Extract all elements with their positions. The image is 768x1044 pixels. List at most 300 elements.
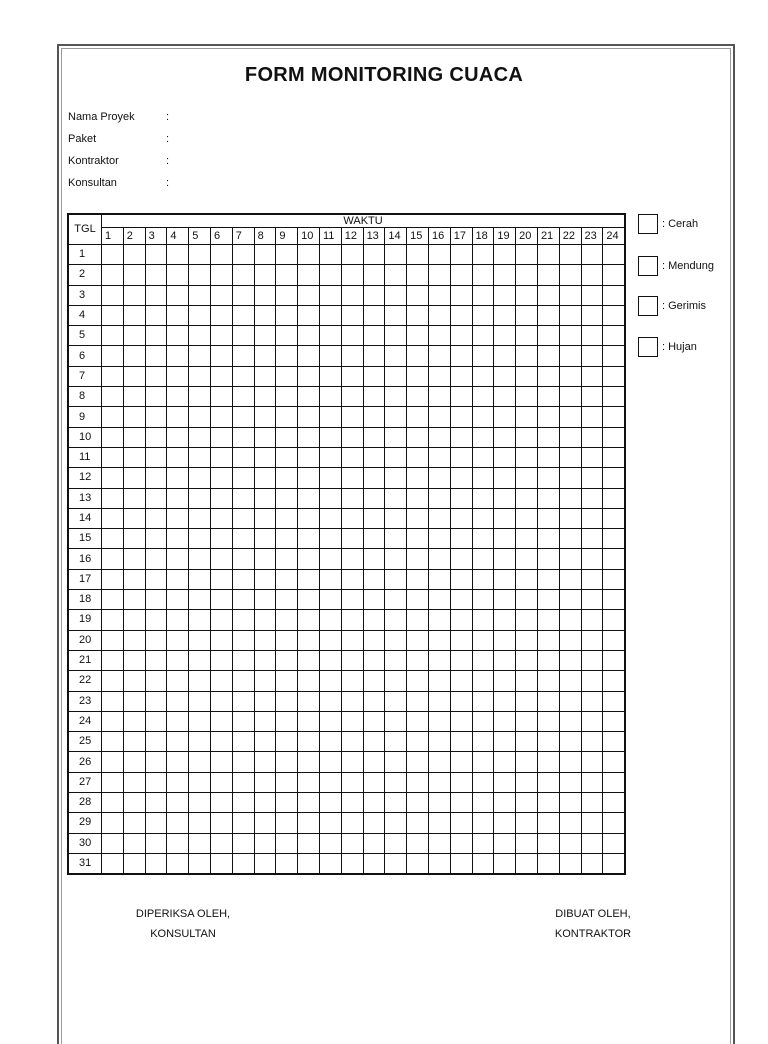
weather-cell[interactable] [298,326,320,346]
weather-cell[interactable] [319,610,341,630]
weather-cell[interactable] [363,833,385,853]
weather-cell[interactable] [276,366,298,386]
weather-cell[interactable] [254,732,276,752]
weather-cell[interactable] [102,508,124,528]
weather-cell[interactable] [102,752,124,772]
weather-cell[interactable] [232,508,254,528]
weather-cell[interactable] [472,407,494,427]
weather-cell[interactable] [319,305,341,325]
weather-cell[interactable] [123,752,145,772]
weather-cell[interactable] [189,752,211,772]
weather-cell[interactable] [319,772,341,792]
weather-cell[interactable] [472,630,494,650]
weather-cell[interactable] [145,407,167,427]
weather-cell[interactable] [472,549,494,569]
weather-cell[interactable] [450,468,472,488]
weather-cell[interactable] [319,833,341,853]
weather-cell[interactable] [385,813,407,833]
weather-cell[interactable] [145,711,167,731]
weather-cell[interactable] [254,447,276,467]
weather-cell[interactable] [276,529,298,549]
weather-cell[interactable] [450,691,472,711]
weather-cell[interactable] [537,549,559,569]
weather-cell[interactable] [145,468,167,488]
weather-cell[interactable] [472,610,494,630]
weather-cell[interactable] [210,468,232,488]
weather-cell[interactable] [341,833,363,853]
weather-cell[interactable] [123,732,145,752]
weather-cell[interactable] [341,407,363,427]
weather-cell[interactable] [298,366,320,386]
weather-cell[interactable] [254,407,276,427]
weather-cell[interactable] [123,508,145,528]
weather-cell[interactable] [167,711,189,731]
weather-cell[interactable] [145,732,167,752]
weather-cell[interactable] [319,265,341,285]
weather-cell[interactable] [210,407,232,427]
weather-cell[interactable] [537,285,559,305]
weather-cell[interactable] [319,793,341,813]
weather-cell[interactable] [537,529,559,549]
weather-cell[interactable] [341,691,363,711]
weather-cell[interactable] [581,326,603,346]
weather-cell[interactable] [516,752,538,772]
weather-cell[interactable] [537,732,559,752]
weather-cell[interactable] [537,407,559,427]
weather-cell[interactable] [232,711,254,731]
weather-cell[interactable] [319,285,341,305]
weather-cell[interactable] [537,245,559,265]
weather-cell[interactable] [341,853,363,874]
weather-cell[interactable] [559,427,581,447]
weather-cell[interactable] [167,447,189,467]
weather-cell[interactable] [472,691,494,711]
weather-cell[interactable] [276,326,298,346]
weather-cell[interactable] [145,813,167,833]
weather-cell[interactable] [341,488,363,508]
weather-cell[interactable] [298,610,320,630]
weather-cell[interactable] [385,610,407,630]
weather-cell[interactable] [581,772,603,792]
weather-cell[interactable] [210,508,232,528]
weather-cell[interactable] [603,447,625,467]
weather-cell[interactable] [472,529,494,549]
weather-cell[interactable] [102,650,124,670]
weather-cell[interactable] [254,772,276,792]
weather-cell[interactable] [189,630,211,650]
weather-cell[interactable] [276,610,298,630]
weather-cell[interactable] [210,427,232,447]
weather-cell[interactable] [428,285,450,305]
weather-cell[interactable] [189,833,211,853]
weather-cell[interactable] [363,427,385,447]
weather-cell[interactable] [428,265,450,285]
weather-cell[interactable] [516,407,538,427]
weather-cell[interactable] [232,285,254,305]
weather-cell[interactable] [581,488,603,508]
weather-cell[interactable] [494,407,516,427]
weather-cell[interactable] [189,447,211,467]
weather-cell[interactable] [341,610,363,630]
weather-cell[interactable] [167,853,189,874]
weather-cell[interactable] [494,630,516,650]
weather-cell[interactable] [232,265,254,285]
weather-cell[interactable] [102,245,124,265]
weather-cell[interactable] [341,711,363,731]
weather-cell[interactable] [407,447,429,467]
weather-cell[interactable] [407,853,429,874]
weather-cell[interactable] [428,610,450,630]
weather-cell[interactable] [603,569,625,589]
weather-cell[interactable] [102,772,124,792]
weather-cell[interactable] [516,569,538,589]
weather-cell[interactable] [167,326,189,346]
weather-cell[interactable] [450,711,472,731]
weather-cell[interactable] [363,326,385,346]
weather-cell[interactable] [189,427,211,447]
weather-cell[interactable] [385,305,407,325]
weather-cell[interactable] [428,427,450,447]
weather-cell[interactable] [472,285,494,305]
weather-cell[interactable] [341,671,363,691]
weather-cell[interactable] [276,752,298,772]
weather-cell[interactable] [145,305,167,325]
weather-cell[interactable] [276,427,298,447]
weather-cell[interactable] [189,305,211,325]
weather-cell[interactable] [298,285,320,305]
weather-cell[interactable] [145,326,167,346]
weather-cell[interactable] [363,387,385,407]
weather-cell[interactable] [123,447,145,467]
weather-cell[interactable] [516,387,538,407]
weather-cell[interactable] [494,610,516,630]
weather-cell[interactable] [123,326,145,346]
weather-cell[interactable] [537,387,559,407]
weather-cell[interactable] [123,650,145,670]
weather-cell[interactable] [450,508,472,528]
weather-cell[interactable] [559,671,581,691]
weather-cell[interactable] [276,732,298,752]
weather-cell[interactable] [167,488,189,508]
weather-cell[interactable] [298,468,320,488]
weather-cell[interactable] [363,711,385,731]
weather-cell[interactable] [363,265,385,285]
weather-cell[interactable] [254,305,276,325]
weather-cell[interactable] [298,549,320,569]
weather-cell[interactable] [167,569,189,589]
weather-cell[interactable] [428,549,450,569]
weather-cell[interactable] [145,691,167,711]
weather-cell[interactable] [385,853,407,874]
weather-cell[interactable] [102,610,124,630]
weather-cell[interactable] [407,650,429,670]
weather-cell[interactable] [298,671,320,691]
weather-cell[interactable] [167,650,189,670]
weather-cell[interactable] [167,387,189,407]
weather-cell[interactable] [145,245,167,265]
weather-cell[interactable] [254,569,276,589]
weather-cell[interactable] [581,671,603,691]
weather-cell[interactable] [254,610,276,630]
weather-cell[interactable] [210,650,232,670]
weather-cell[interactable] [189,468,211,488]
weather-cell[interactable] [494,326,516,346]
weather-cell[interactable] [494,305,516,325]
weather-cell[interactable] [254,265,276,285]
weather-cell[interactable] [516,305,538,325]
weather-cell[interactable] [407,732,429,752]
weather-cell[interactable] [123,630,145,650]
weather-cell[interactable] [385,630,407,650]
weather-cell[interactable] [494,853,516,874]
weather-cell[interactable] [167,772,189,792]
weather-cell[interactable] [189,650,211,670]
weather-cell[interactable] [210,529,232,549]
weather-cell[interactable] [189,590,211,610]
weather-cell[interactable] [232,488,254,508]
weather-cell[interactable] [363,650,385,670]
weather-cell[interactable] [145,508,167,528]
weather-cell[interactable] [407,772,429,792]
weather-cell[interactable] [167,833,189,853]
weather-cell[interactable] [254,427,276,447]
weather-cell[interactable] [581,245,603,265]
weather-cell[interactable] [319,813,341,833]
weather-cell[interactable] [363,630,385,650]
weather-cell[interactable] [341,387,363,407]
weather-cell[interactable] [407,508,429,528]
weather-cell[interactable] [298,529,320,549]
weather-cell[interactable] [167,630,189,650]
weather-cell[interactable] [123,488,145,508]
weather-cell[interactable] [581,468,603,488]
weather-cell[interactable] [254,650,276,670]
weather-cell[interactable] [581,752,603,772]
weather-cell[interactable] [559,833,581,853]
weather-cell[interactable] [145,427,167,447]
weather-cell[interactable] [581,407,603,427]
weather-cell[interactable] [102,326,124,346]
weather-cell[interactable] [189,793,211,813]
weather-cell[interactable] [232,732,254,752]
weather-cell[interactable] [254,833,276,853]
weather-cell[interactable] [603,813,625,833]
weather-cell[interactable] [232,529,254,549]
weather-cell[interactable] [341,569,363,589]
weather-cell[interactable] [363,569,385,589]
weather-cell[interactable] [472,772,494,792]
weather-cell[interactable] [385,488,407,508]
weather-cell[interactable] [210,569,232,589]
weather-cell[interactable] [319,630,341,650]
weather-cell[interactable] [210,732,232,752]
weather-cell[interactable] [319,569,341,589]
weather-cell[interactable] [407,590,429,610]
weather-cell[interactable] [385,549,407,569]
weather-cell[interactable] [494,265,516,285]
weather-cell[interactable] [319,732,341,752]
weather-cell[interactable] [167,285,189,305]
weather-cell[interactable] [341,468,363,488]
weather-cell[interactable] [123,853,145,874]
weather-cell[interactable] [145,529,167,549]
weather-cell[interactable] [319,468,341,488]
weather-cell[interactable] [559,691,581,711]
weather-cell[interactable] [254,488,276,508]
weather-cell[interactable] [123,813,145,833]
weather-cell[interactable] [254,853,276,874]
weather-cell[interactable] [603,853,625,874]
weather-cell[interactable] [363,346,385,366]
weather-cell[interactable] [603,285,625,305]
weather-cell[interactable] [319,427,341,447]
weather-cell[interactable] [603,590,625,610]
weather-cell[interactable] [102,305,124,325]
weather-cell[interactable] [363,752,385,772]
weather-cell[interactable] [319,590,341,610]
weather-cell[interactable] [145,387,167,407]
weather-cell[interactable] [450,529,472,549]
weather-cell[interactable] [516,610,538,630]
weather-cell[interactable] [123,407,145,427]
weather-cell[interactable] [428,650,450,670]
weather-cell[interactable] [537,427,559,447]
weather-cell[interactable] [537,691,559,711]
weather-cell[interactable] [298,569,320,589]
weather-cell[interactable] [232,305,254,325]
weather-cell[interactable] [363,671,385,691]
weather-cell[interactable] [123,569,145,589]
weather-cell[interactable] [472,833,494,853]
weather-cell[interactable] [472,387,494,407]
weather-cell[interactable] [407,265,429,285]
weather-cell[interactable] [472,508,494,528]
weather-cell[interactable] [189,508,211,528]
weather-cell[interactable] [276,468,298,488]
weather-cell[interactable] [363,732,385,752]
weather-cell[interactable] [123,387,145,407]
weather-cell[interactable] [559,508,581,528]
weather-cell[interactable] [559,366,581,386]
weather-cell[interactable] [319,691,341,711]
weather-cell[interactable] [254,387,276,407]
weather-cell[interactable] [450,427,472,447]
weather-cell[interactable] [123,590,145,610]
weather-cell[interactable] [581,549,603,569]
weather-cell[interactable] [559,265,581,285]
weather-cell[interactable] [450,549,472,569]
weather-cell[interactable] [603,752,625,772]
weather-cell[interactable] [189,549,211,569]
weather-cell[interactable] [516,427,538,447]
weather-cell[interactable] [319,488,341,508]
weather-cell[interactable] [407,752,429,772]
weather-cell[interactable] [407,326,429,346]
weather-cell[interactable] [472,326,494,346]
weather-cell[interactable] [450,346,472,366]
weather-cell[interactable] [494,650,516,670]
weather-cell[interactable] [537,853,559,874]
weather-cell[interactable] [210,671,232,691]
weather-cell[interactable] [537,569,559,589]
weather-cell[interactable] [254,590,276,610]
weather-cell[interactable] [559,468,581,488]
weather-cell[interactable] [123,265,145,285]
weather-cell[interactable] [407,711,429,731]
weather-cell[interactable] [145,346,167,366]
weather-cell[interactable] [102,732,124,752]
weather-cell[interactable] [167,366,189,386]
weather-cell[interactable] [472,732,494,752]
weather-cell[interactable] [210,285,232,305]
weather-cell[interactable] [167,691,189,711]
weather-cell[interactable] [232,691,254,711]
weather-cell[interactable] [210,346,232,366]
weather-cell[interactable] [494,752,516,772]
weather-cell[interactable] [189,853,211,874]
weather-cell[interactable] [298,427,320,447]
weather-cell[interactable] [363,529,385,549]
weather-cell[interactable] [385,671,407,691]
weather-cell[interactable] [276,590,298,610]
weather-cell[interactable] [385,427,407,447]
weather-cell[interactable] [450,326,472,346]
weather-cell[interactable] [232,387,254,407]
weather-cell[interactable] [167,590,189,610]
weather-cell[interactable] [472,468,494,488]
weather-cell[interactable] [232,549,254,569]
weather-cell[interactable] [581,732,603,752]
weather-cell[interactable] [581,265,603,285]
weather-cell[interactable] [210,610,232,630]
weather-cell[interactable] [407,630,429,650]
weather-cell[interactable] [102,833,124,853]
weather-cell[interactable] [537,508,559,528]
weather-cell[interactable] [167,245,189,265]
weather-cell[interactable] [385,650,407,670]
weather-cell[interactable] [537,650,559,670]
weather-cell[interactable] [603,265,625,285]
weather-cell[interactable] [559,630,581,650]
weather-cell[interactable] [428,468,450,488]
weather-cell[interactable] [516,468,538,488]
weather-cell[interactable] [385,366,407,386]
weather-cell[interactable] [102,549,124,569]
legend-checkbox-gerimis[interactable] [638,296,658,316]
weather-cell[interactable] [516,245,538,265]
weather-cell[interactable] [450,590,472,610]
weather-cell[interactable] [363,772,385,792]
weather-cell[interactable] [363,813,385,833]
weather-cell[interactable] [276,569,298,589]
weather-cell[interactable] [254,711,276,731]
weather-cell[interactable] [428,366,450,386]
weather-cell[interactable] [276,772,298,792]
weather-cell[interactable] [145,793,167,813]
weather-cell[interactable] [123,305,145,325]
weather-cell[interactable] [428,833,450,853]
weather-cell[interactable] [276,285,298,305]
weather-cell[interactable] [385,772,407,792]
weather-cell[interactable] [145,569,167,589]
weather-cell[interactable] [472,650,494,670]
weather-cell[interactable] [254,285,276,305]
weather-cell[interactable] [189,285,211,305]
weather-cell[interactable] [428,711,450,731]
weather-cell[interactable] [276,447,298,467]
weather-cell[interactable] [298,508,320,528]
weather-cell[interactable] [210,549,232,569]
